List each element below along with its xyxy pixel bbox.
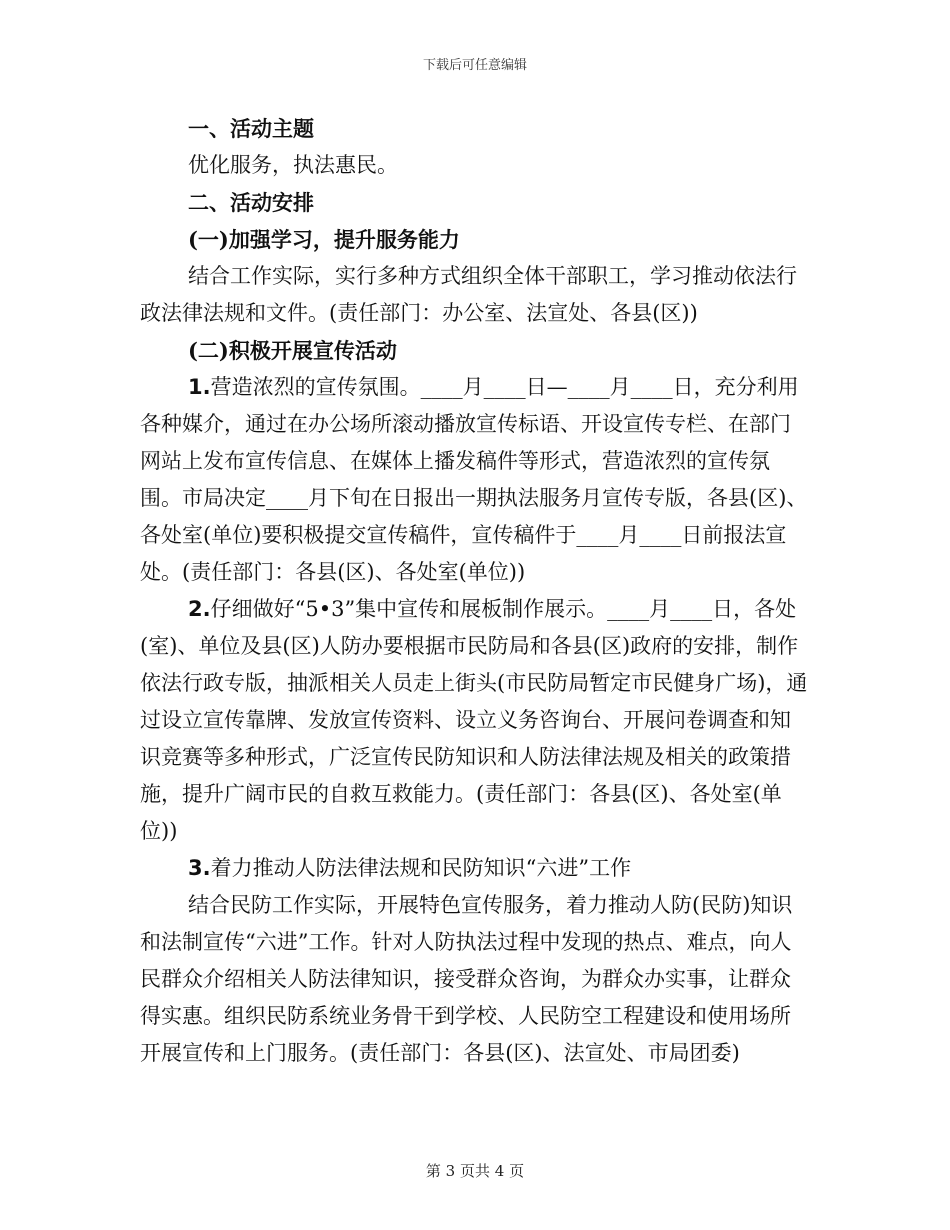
section-2-title: 二、活动安排	[188, 190, 314, 215]
item-3-number: 3.	[188, 856, 211, 880]
page-header-note: 下载后可任意编辑	[422, 58, 527, 73]
section-1-body: 优化服务，执法惠民。	[188, 153, 398, 177]
item-3-detail: 结合民防工作实际，开展特色宣传服务，着力推动人防(民防)知识和法制宣传“六进”工作。针对人防执法过程中发现的热点、难点，向人民群众介绍相关人防法律知识，接受群众咨询，为群众办实事，让群众得实惠。组织民防系统业务骨干到学校、人民防空工程建设和使用场所开展宣传和上门服务。(责任部门：各县(区)、法宣处、市局团委)	[140, 893, 793, 1065]
item-3-title: 着力推动人防法律法规和民防知识“六进”工作	[210, 856, 632, 880]
page-number: 第 3 页共 4 页	[425, 1162, 525, 1180]
item-1-paragraph	[140, 369, 810, 591]
item-1-number: 1.	[188, 375, 211, 399]
subsection-2-title: (二)积极开展宣传活动	[188, 338, 397, 363]
item-2-number: 2.	[188, 597, 211, 621]
section-1-title: 一、活动主题	[188, 116, 314, 141]
item-3-paragraph	[140, 850, 810, 887]
item-2-paragraph	[140, 591, 810, 850]
item-2-body: 仔细做好“5•3”集中宣传和展板制作展示。____月____日，各处(室)、单位及县(区)人防办要根据市民防局和各县(区)政府的安排，制作依法行政专版，抽派相关人员走上街头(市民防局暂定市民健身广场)，通过设立宣传靠牌、发放宣传资料、设立义务咨询台、开展问卷调查和知识竞赛等多种形式，广泛宣传民防知识和人防法律法规及相关的政策措施，提升广阔市民的自救互救能力。(责任部门：各县(区)、各处室(单位))	[140, 597, 808, 843]
subsection-1-body: 结合工作实际，实行多种方式组织全体干部职工，学习推动依法行政法律法规和文件。(责任部门：办公室、法宣处、各县(区))	[140, 264, 797, 325]
subsection-1-title: (一)加强学习，提升服务能力	[188, 227, 460, 252]
item-1-body: 营造浓烈的宣传氛围。____月____日—____月____日，充分利用各种媒介，通过在办公场所滚动播放宣传标语、开设宣传专栏、在部门网站上发布宣传信息、在媒体上播发稿件等形式，营造浓烈的宣传氛围。市局决定____月下旬在日报出一期执法服务月宣传专版，各县(区)、各处室(单位)要积极提交宣传稿件，宣传稿件于____月____日前报法宣处。(责任部门：各县(区)、各处室(单位))	[140, 375, 808, 584]
document-body	[140, 110, 810, 1072]
